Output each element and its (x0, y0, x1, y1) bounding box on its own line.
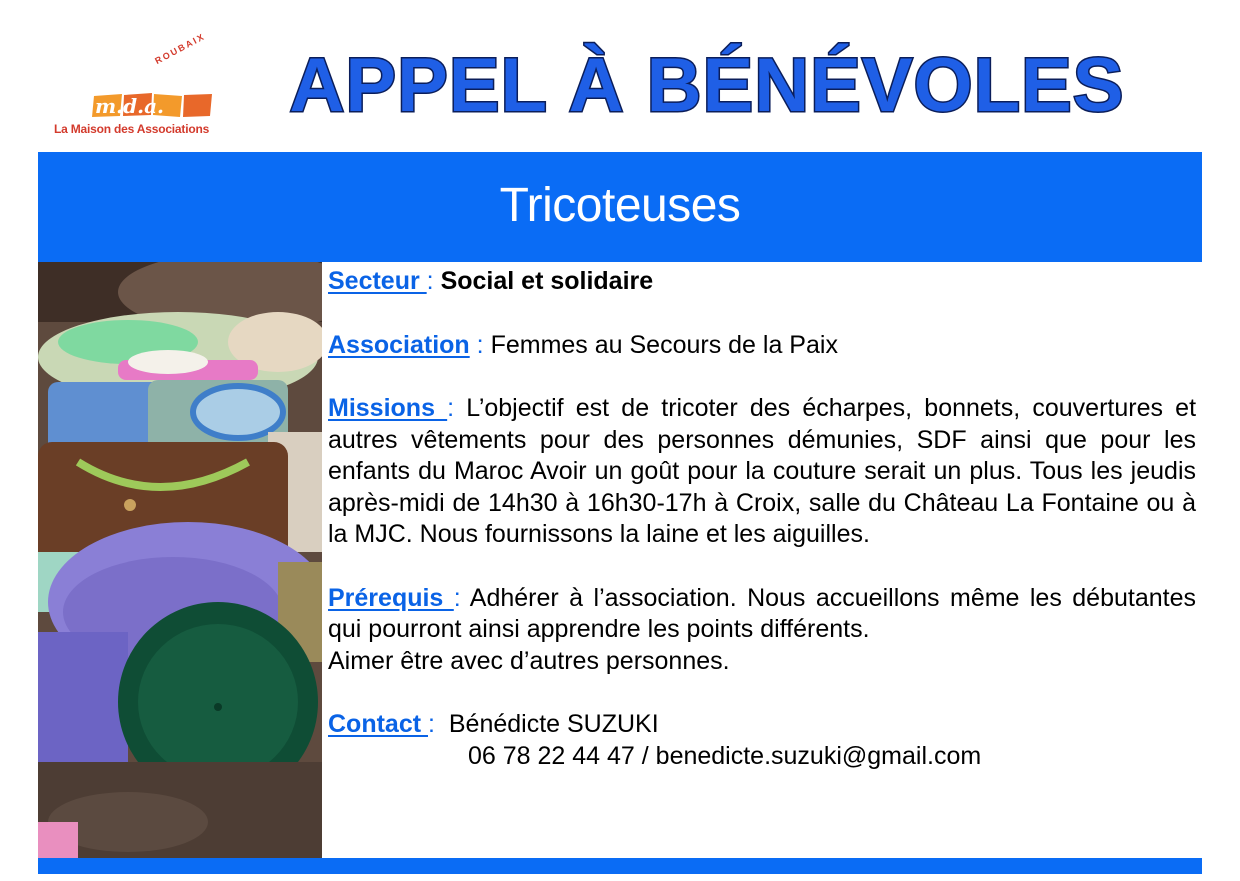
association-label: Association (328, 330, 470, 359)
missions-label: Missions (328, 394, 448, 422)
missions-value: L’objectif est de tricoter des écharpes, bonnets, couvertures et autres vêtements pour des personnes démunies, SDF ainsi que pour les enfants du Maroc Avoir un goût pour la couture serait un plus. Tous les jeudis après-midi de 14h30 à 16h30-17h à Croix, salle du Château La Fontaine ou à la MJC. Nous fournissons la laine et les aiguilles. (328, 394, 1197, 548)
mda-logo (48, 31, 218, 140)
banner-title: Tricoteuses (499, 179, 741, 232)
logo-city: ROUBAIX (153, 31, 208, 66)
association-value: Femmes au Secours de la Paix (490, 330, 838, 359)
association-separator: : (476, 330, 484, 359)
page-title: APPEL À BÉNÉVOLES (289, 43, 1125, 128)
contact-separator: : (428, 710, 435, 738)
missions-section (328, 393, 1196, 551)
association-section (328, 330, 1196, 362)
prerequis-value: Adhérer à l’association. Nous accueillons même les débutantes qui pourront ainsi apprendre les points différents. (328, 583, 1196, 643)
logo-letters: m.d.a. (95, 94, 164, 118)
mda-letters-logo (92, 92, 214, 118)
contact-label: Contact (328, 710, 428, 738)
title-banner (38, 152, 1202, 262)
prerequis-section (328, 583, 1196, 678)
prerequis-value-line2: Aimer être avec d’autres personnes. (328, 646, 730, 675)
secteur-separator: : (426, 267, 434, 295)
prerequis-separator: : (453, 583, 461, 612)
announcement-body (328, 266, 1196, 804)
secteur-section (328, 266, 1196, 298)
secteur-label: Secteur (328, 267, 427, 295)
bottom-bar (38, 858, 1202, 874)
secteur-value: Social et solidaire (440, 267, 654, 295)
contact-name: Bénédicte SUZUKI (448, 710, 659, 738)
prerequis-label: Prérequis (328, 583, 454, 612)
logo-caption: La Maison des Associations (54, 122, 210, 136)
contact-section (328, 709, 1196, 772)
knitted-items-photo (38, 262, 322, 858)
prerequis-text (328, 583, 1196, 646)
missions-separator: : (447, 394, 455, 422)
contact-details[interactable]: 06 78 22 44 47 / benedicte.suzuki@gmail.com (468, 741, 982, 770)
